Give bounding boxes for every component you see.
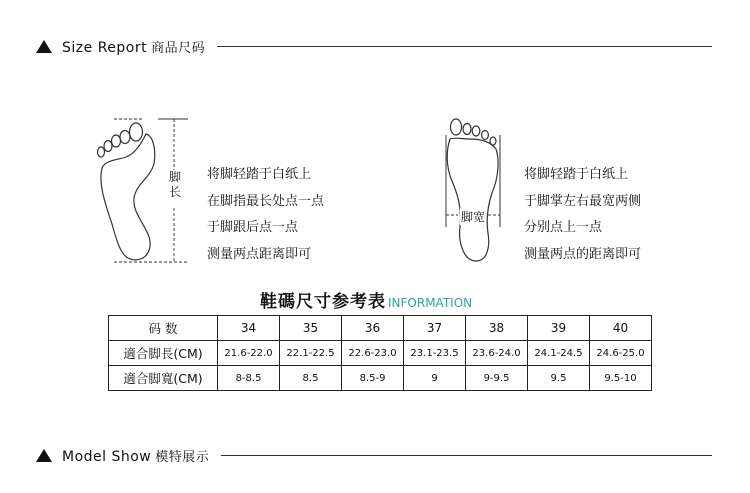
step-text: 于脚掌左右最宽两侧 <box>524 193 642 209</box>
foot-width-label: 脚宽 <box>461 210 486 224</box>
foot-length-label: 脚长 <box>168 170 181 199</box>
table-cell: 22.1-22.5 <box>280 341 342 366</box>
table-cell: 9.5-10 <box>590 366 652 391</box>
table-cell: 36 <box>342 316 404 341</box>
table-cell: 22.6-23.0 <box>342 341 404 366</box>
table-cell: 24.6-25.0 <box>590 341 652 366</box>
table-row <box>109 366 652 391</box>
table-cell: 24.1-24.5 <box>528 341 590 366</box>
model-show-title-zh: 模特展示 <box>155 449 210 465</box>
step-text: 在脚指最长处点一点 <box>207 193 325 209</box>
step-text: 测量两点的距离即可 <box>524 246 642 262</box>
table-cell: 40 <box>590 316 652 341</box>
table-cell: 23.1-23.5 <box>404 341 466 366</box>
table-cell: 23.6-24.0 <box>466 341 528 366</box>
foot-length-diagram <box>88 112 200 270</box>
triangle-icon <box>36 449 52 462</box>
model-show-header <box>36 445 712 465</box>
foot-length-steps <box>207 162 324 268</box>
size-table-title-zh: 鞋碼尺寸参考表 <box>260 292 386 312</box>
foot-outline-icon <box>98 123 155 260</box>
step-text: 将脚轻踏于白纸上 <box>207 167 312 182</box>
table-row <box>109 341 652 366</box>
row-label: 適合脚長(CM) <box>109 341 218 366</box>
foot-outline-icon <box>447 119 498 261</box>
size-table-title-en: INFORMATION <box>388 296 473 310</box>
step-text: 分别点上一点 <box>524 220 603 235</box>
table-cell: 8.5 <box>280 366 342 391</box>
table-cell: 8-8.5 <box>218 366 280 391</box>
size-table <box>108 315 652 391</box>
table-cell: 21.6-22.0 <box>218 341 280 366</box>
table-cell: 9-9.5 <box>466 366 528 391</box>
size-table-title <box>260 287 472 312</box>
table-cell: 34 <box>218 316 280 341</box>
divider-line <box>221 455 712 456</box>
divider-line <box>217 46 712 47</box>
size-report-header <box>36 36 712 56</box>
table-cell: 8.5-9 <box>342 366 404 391</box>
size-report-title-en: Size Report <box>62 39 148 56</box>
size-report-title <box>62 37 205 56</box>
foot-width-diagram <box>440 115 506 267</box>
step-text: 将脚轻踏于白纸上 <box>524 167 629 182</box>
table-row <box>109 316 652 341</box>
table-cell: 38 <box>466 316 528 341</box>
table-cell: 37 <box>404 316 466 341</box>
table-cell: 39 <box>528 316 590 341</box>
triangle-icon <box>36 40 52 53</box>
step-text: 测量两点距离即可 <box>207 246 312 262</box>
row-label: 码 数 <box>109 316 218 341</box>
size-report-title-zh: 商品尺码 <box>151 40 206 56</box>
table-cell: 35 <box>280 316 342 341</box>
foot-width-steps <box>524 162 641 268</box>
table-cell: 9.5 <box>528 366 590 391</box>
model-show-title <box>62 446 209 465</box>
model-show-title-en: Model Show <box>62 448 152 465</box>
row-label: 適合脚寬(CM) <box>109 366 218 391</box>
step-text: 于脚跟后点一点 <box>207 220 299 235</box>
table-cell: 9 <box>404 366 466 391</box>
